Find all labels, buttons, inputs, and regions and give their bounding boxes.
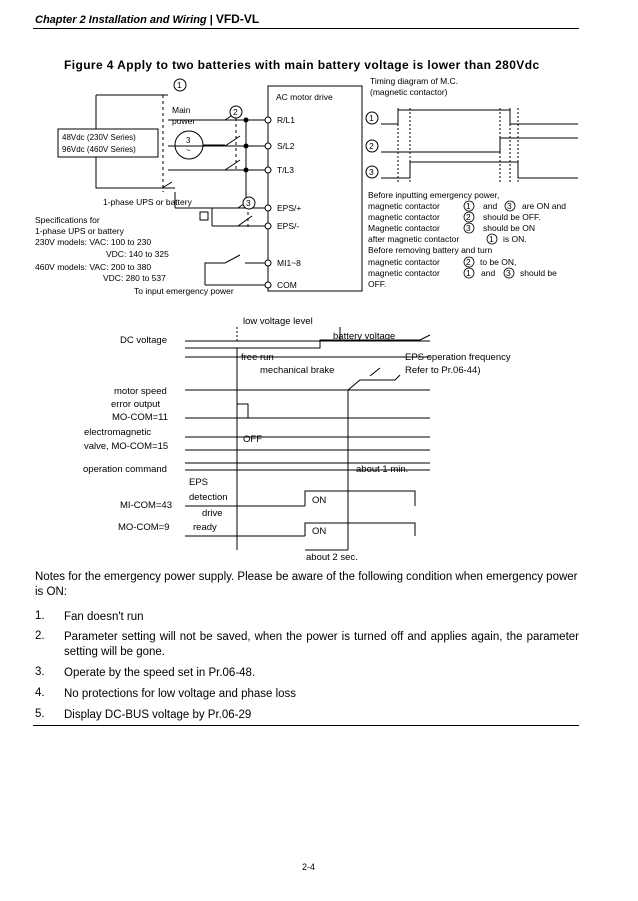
motor-speed-1: motor speed bbox=[114, 386, 167, 397]
spec-line-2: 1-phase UPS or battery bbox=[35, 226, 124, 236]
mc-note-5c: is ON. bbox=[503, 234, 527, 244]
mc-note-4a: Magnetic contactor bbox=[368, 223, 440, 233]
valve-2: valve, MO-COM=15 bbox=[84, 441, 169, 452]
mc-note-8b: 1 bbox=[466, 268, 471, 278]
mo-com9-label: MO-COM=9 bbox=[118, 522, 170, 533]
mc-note-5a: after magnetic contactor bbox=[368, 234, 460, 244]
terminal-eps-plus: EPS/+ bbox=[277, 203, 302, 213]
product-name: VFD-VL bbox=[215, 12, 260, 26]
figure-title: Figure 4 Apply to two batteries with main battery voltage is lower than 280Vdc bbox=[64, 58, 540, 72]
note-num-4: 4. bbox=[35, 687, 45, 699]
drive-ready-1: drive bbox=[202, 508, 223, 519]
mc-note-6: Before removing battery and turn bbox=[368, 245, 493, 255]
mc-note-8d: 3 bbox=[506, 268, 511, 278]
terminal-sl2: S/L2 bbox=[277, 141, 295, 151]
battery-voltage-label: battery voltage bbox=[333, 331, 396, 342]
spec-line-3: 230V models: VAC: 100 to 230 bbox=[35, 237, 152, 247]
mc-label-1: 1 bbox=[369, 113, 374, 123]
terminal-mi: MI1~8 bbox=[277, 258, 301, 268]
battery-230: 48Vdc (230V Series) bbox=[62, 133, 136, 142]
mc-note-1: Before inputting emergency power, bbox=[368, 190, 500, 200]
mi-com-label: MI-COM=43 bbox=[120, 500, 172, 511]
mc-note-2b: 1 bbox=[466, 201, 471, 211]
terminal-eps-minus: EPS/- bbox=[277, 221, 300, 231]
battery-460: 96Vdc (460V Series) bbox=[62, 145, 136, 154]
notes-intro: Notes for the emergency power supply. Please be aware of the following condition when emergency power is ON: bbox=[35, 571, 578, 598]
mc-note-8a: magnetic contactor bbox=[368, 268, 440, 278]
chapter-title: Chapter 2 Installation and Wiring bbox=[35, 14, 207, 26]
mc-note-3b: 2 bbox=[466, 212, 471, 222]
mc-note-8e: should be bbox=[520, 268, 557, 278]
mc-note-2e: are ON and bbox=[522, 201, 566, 211]
note-text-2: Parameter setting will not be saved, when the power is turned off and applies again, the parameter setting will be gone. bbox=[64, 631, 579, 658]
mc-label-2: 2 bbox=[369, 141, 374, 151]
mc-note-4c: should be ON bbox=[483, 223, 535, 233]
eps-detect-2: detection bbox=[189, 492, 228, 503]
mc-title-2: (magnetic contactor) bbox=[370, 87, 448, 97]
drive-label: AC motor drive bbox=[276, 92, 333, 102]
note-text-5: Display DC-BUS voltage by Pr.06-29 bbox=[64, 709, 252, 721]
note-num-2: 2. bbox=[35, 630, 45, 642]
note-text-1: Fan doesn't run bbox=[64, 611, 144, 623]
mc-note-3a: magnetic contactor bbox=[368, 212, 440, 222]
mc-note-5b: 1 bbox=[489, 234, 494, 244]
operation-command-label: operation command bbox=[83, 464, 167, 475]
low-voltage-label: low voltage level bbox=[243, 316, 313, 327]
mech-brake-label: mechanical brake bbox=[260, 365, 335, 376]
off-label: OFF bbox=[243, 434, 262, 445]
mc-note-8c: and bbox=[481, 268, 496, 278]
spec-line-5: 460V models: VAC: 200 to 380 bbox=[35, 262, 152, 272]
on-label-1: ON bbox=[312, 495, 327, 506]
note-text-3: Operate by the speed set in Pr.06-48. bbox=[64, 667, 256, 679]
mc-note-9: OFF. bbox=[368, 279, 387, 289]
note-num-1: 1. bbox=[35, 610, 45, 622]
terminal-rl1: R/L1 bbox=[277, 115, 295, 125]
marker-3: 3 bbox=[246, 198, 251, 208]
main-power-label-2: power bbox=[172, 116, 196, 126]
note-num-5: 5. bbox=[35, 708, 45, 720]
header-separator: | bbox=[209, 14, 216, 26]
motor-3: 3 bbox=[186, 136, 191, 145]
eps-freq-2: Refer to Pr.06-44) bbox=[405, 365, 481, 376]
valve-1: electromagnetic bbox=[84, 427, 152, 438]
mc-note-4b: 3 bbox=[466, 223, 471, 233]
mc-note-2a: magnetic contactor bbox=[368, 201, 440, 211]
motor-tilde: ~ bbox=[186, 146, 191, 155]
eps-detect-1: EPS bbox=[189, 477, 209, 488]
mc-note-2c: and bbox=[483, 201, 498, 211]
timing-diagram bbox=[0, 310, 638, 570]
spec-line-6: VDC: 280 to 537 bbox=[103, 273, 166, 283]
mc-title-1: Timing diagram of M.C. bbox=[370, 76, 459, 86]
note-text-4: No protections for low voltage and phase loss bbox=[64, 688, 297, 700]
free-run-label: free run bbox=[241, 352, 274, 363]
about-1-min: about 1 min. bbox=[356, 464, 409, 475]
marker-2: 2 bbox=[233, 107, 238, 117]
main-power-label: Main bbox=[172, 105, 191, 115]
eps-freq-1: EPS operation frequency bbox=[405, 352, 511, 363]
wiring-diagram bbox=[0, 0, 638, 310]
mc-note-7c: to be ON, bbox=[480, 257, 517, 267]
drive-ready-2: ready bbox=[193, 522, 217, 533]
motor-speed-2: error output bbox=[111, 399, 161, 410]
terminal-tl3: T/L3 bbox=[277, 165, 295, 175]
to-input-label: To input emergency power bbox=[134, 286, 234, 296]
spec-line-1: Specifications for bbox=[35, 215, 100, 225]
mc-note-7a: magnetic contactor bbox=[368, 257, 440, 267]
page-number: 2-4 bbox=[302, 862, 316, 872]
motor-speed-3: MO-COM=11 bbox=[112, 412, 169, 423]
mc-note-2d: 3 bbox=[507, 201, 512, 211]
mc-note-7b: 2 bbox=[466, 257, 471, 267]
on-label-2: ON bbox=[312, 526, 327, 537]
marker-1: 1 bbox=[177, 80, 182, 90]
mc-label-3: 3 bbox=[369, 167, 374, 177]
ups-label: 1-phase UPS or battery bbox=[103, 197, 192, 207]
mc-note-3c: should be OFF. bbox=[483, 212, 541, 222]
note-num-3: 3. bbox=[35, 666, 45, 678]
notes-rule bbox=[33, 725, 579, 726]
terminal-com: COM bbox=[277, 280, 297, 290]
about-2-sec: about 2 sec. bbox=[306, 552, 358, 563]
dc-voltage-label: DC voltage bbox=[120, 335, 167, 346]
spec-line-4: VDC: 140 to 325 bbox=[106, 249, 169, 259]
